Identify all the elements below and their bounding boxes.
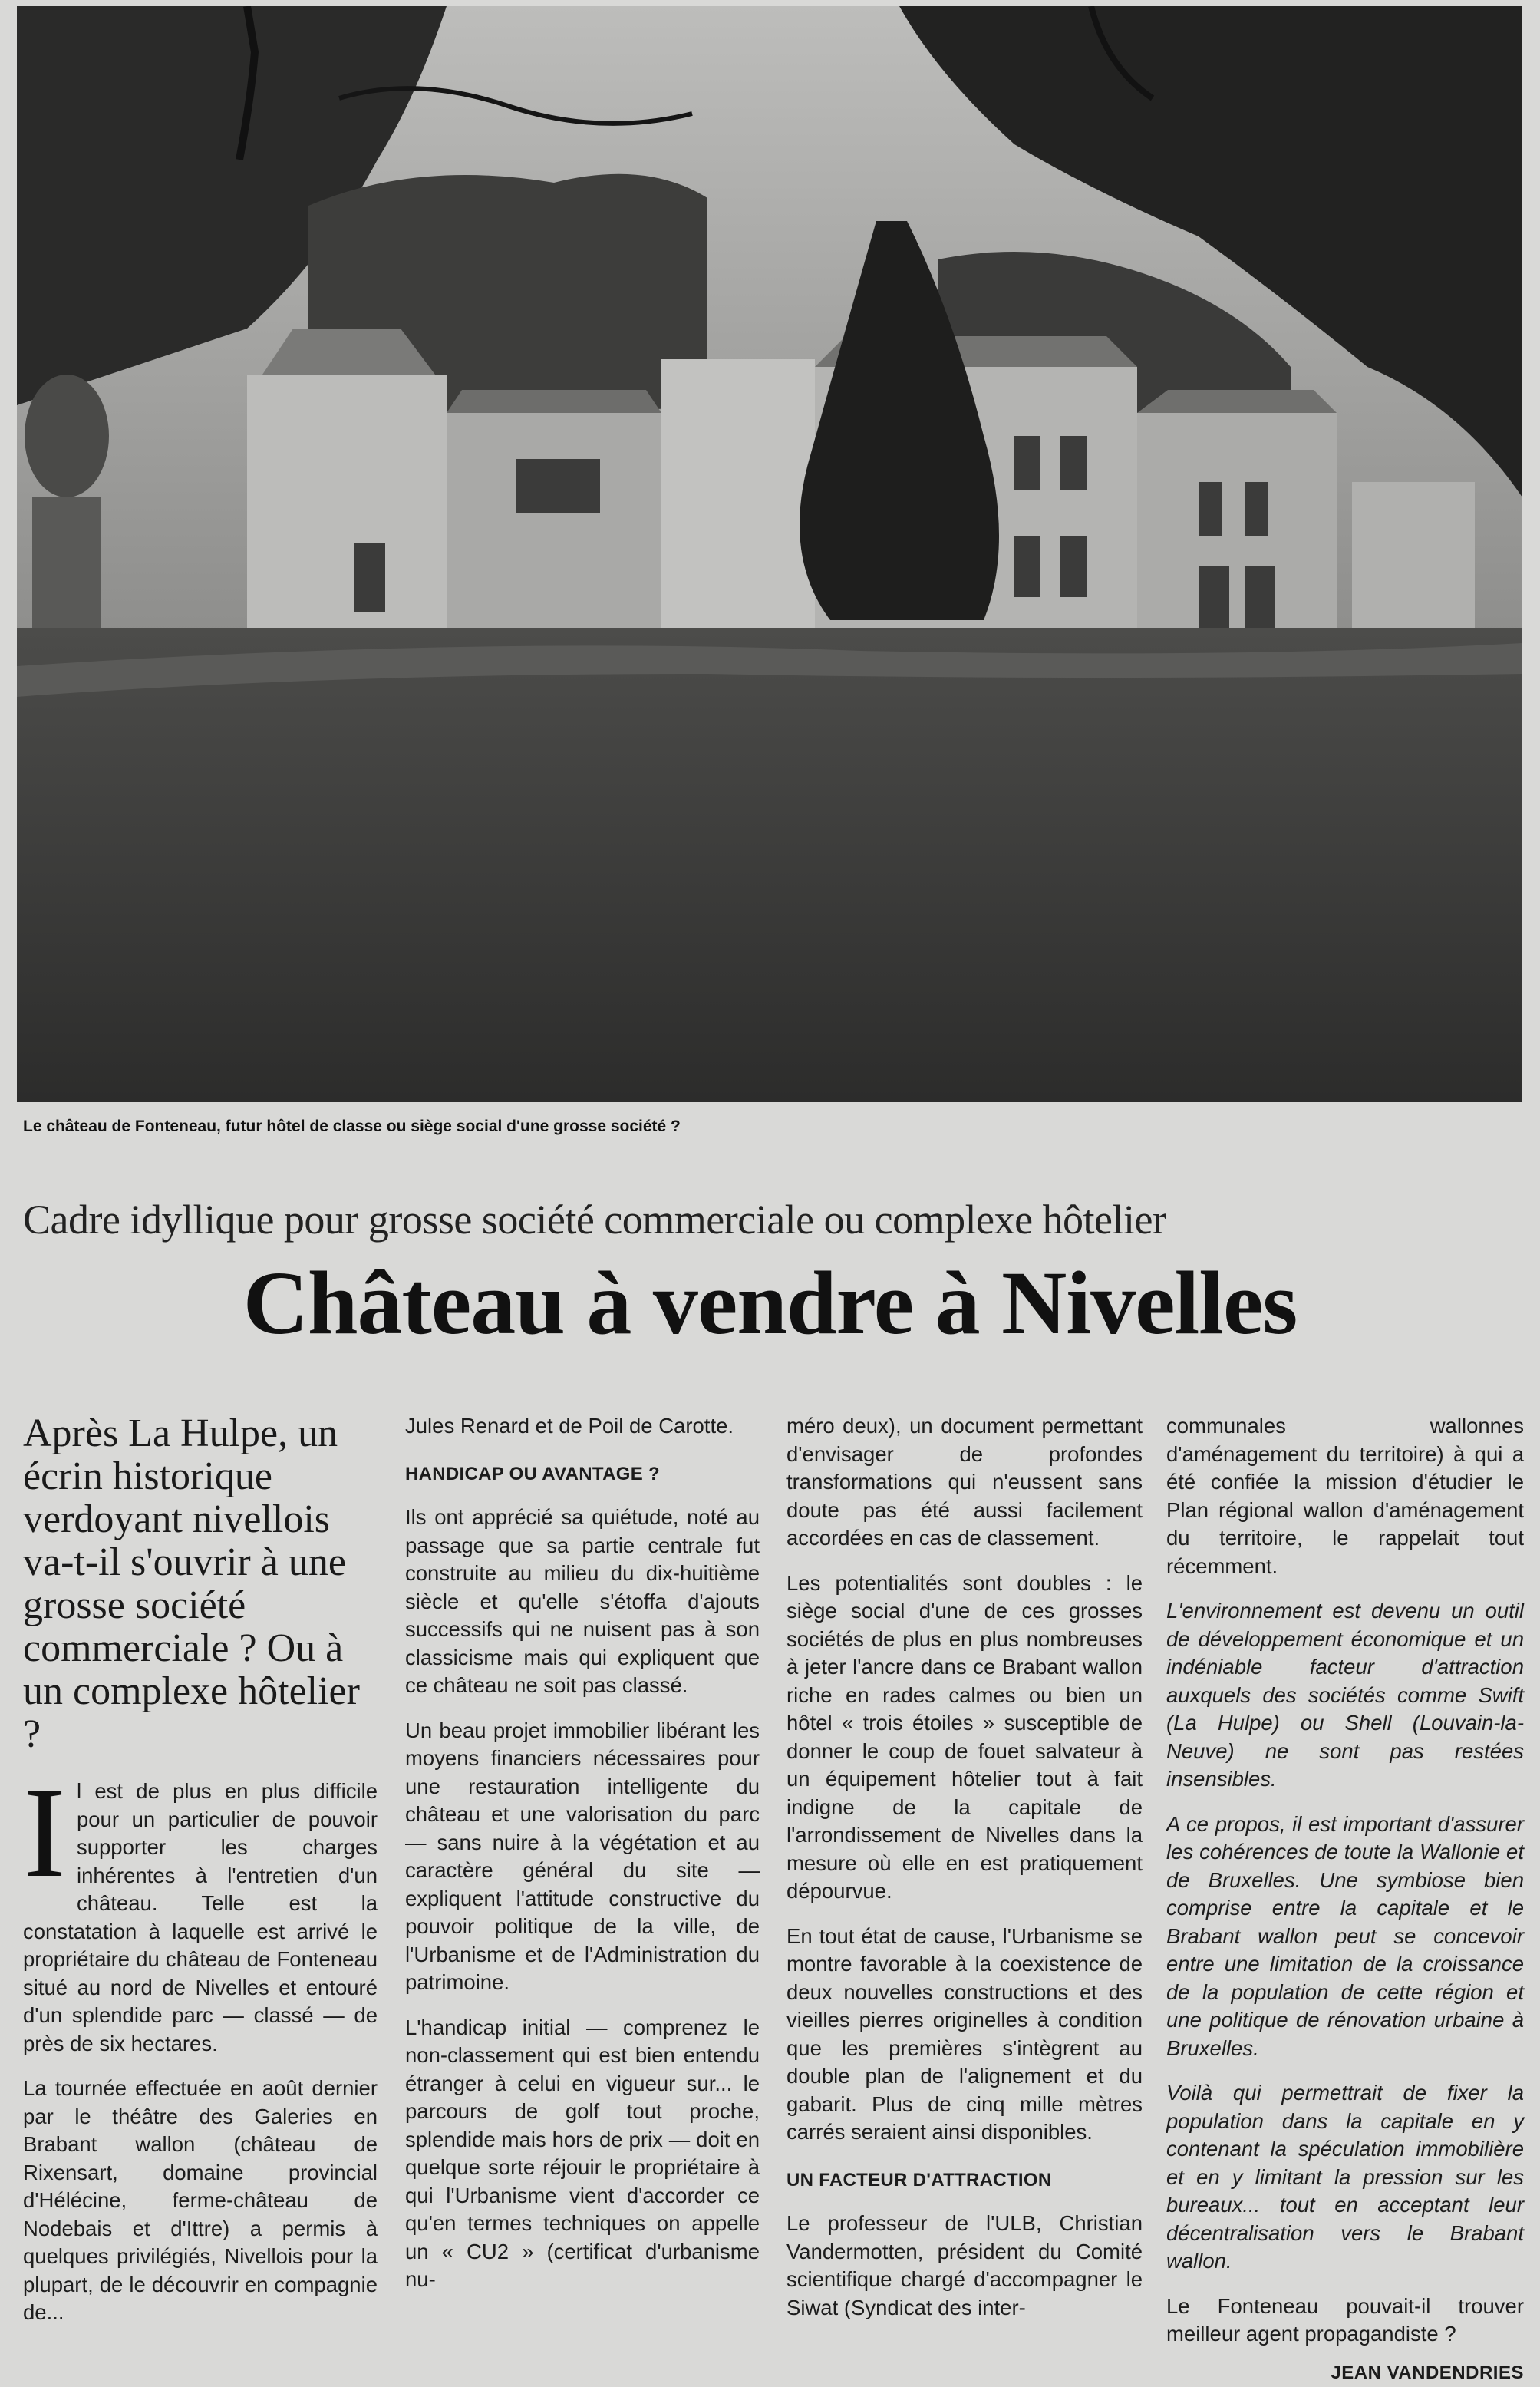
article-paragraph: Le professeur de l'ULB, Christian Vandermotten, président du Comité scientifique chargé d'accompagner le Siwat (Syndicat des inter- bbox=[786, 2210, 1143, 2322]
author-signature: JEAN VANDENDRIES bbox=[1166, 2359, 1524, 2387]
article-paragraph: méro deux), un document permettant d'envisager de profondes transformations qui n'eussent sans doute pas été aussi facilement accordées en cas de classement. bbox=[786, 1412, 1143, 1553]
article-headline: Château à vendre à Nivelles bbox=[0, 1251, 1540, 1355]
article-paragraph: Jules Renard et de Poil de Carotte. bbox=[405, 1412, 760, 1441]
article-paragraph: L'environnement est devenu un outil de développement économique et un indéniable facteur d'attraction auxquels des sociétés comme Swift (La Hulpe) ou Shell (Louvain-la-Neuve) ne sont pas restées insensibles. bbox=[1166, 1597, 1524, 1794]
article-kicker: Cadre idyllique pour grosse société commerciale ou complexe hôtelier bbox=[23, 1196, 1519, 1243]
chateau-photo bbox=[17, 6, 1522, 1102]
article-column-3 bbox=[786, 1412, 1143, 2339]
chateau-photo-icon bbox=[17, 6, 1522, 1102]
article-paragraph: Il est de plus en plus difficile pour un particulier de pouvoir supporter les charges inhérentes à l'entretien d'un château. Telle est la constatation à laquelle est arrivé le propriétaire du château de Fonteneau situé au nord de Nivelles et entouré d'un splendide parc — classé — de près de six hectares. bbox=[23, 1778, 378, 2058]
article-paragraph: Voilà qui permettrait de fixer la population dans la capitale en y contenant la spéculation immobilière et en y limitant la pression sur les bureaux... tout en acceptant leur décentralisation vers le Brabant wallon. bbox=[1166, 2079, 1524, 2276]
drop-cap: I bbox=[23, 1781, 66, 1893]
article-lead: Après La Hulpe, un écrin historique verdoyant nivellois va-t-il s'ouvrir à une grosse société commerciale ? Ou à un complexe hôtelier ? bbox=[23, 1412, 378, 1756]
section-subhead: UN FACTEUR D'ATTRACTION bbox=[786, 2167, 1143, 2195]
section-subhead: HANDICAP OU AVANTAGE ? bbox=[405, 1461, 760, 1489]
article-paragraph: La tournée effectuée en août dernier par le théâtre des Galeries en Brabant wallon (château de Rixensart, domaine provincial d'Hélécine, ferme-château de Nodebais et d'Ittre) a permis à quelques privilégiés, Nivellois pour la plupart, de le découvrir en compagnie de... bbox=[23, 2075, 378, 2327]
article-column-4 bbox=[1166, 1412, 1524, 2387]
article-paragraph: En tout état de cause, l'Urbanisme se montre favorable à la coexistence de deux nouvelles constructions et des vieilles pierres originelles à condition que les premières s'intègrent au double plan de l'alignement et du gabarit. Plus de cinq mille mètres carrés seraient ainsi disponibles. bbox=[786, 1923, 1143, 2147]
article-paragraph: Le Fonteneau pouvait-il trouver meilleur agent propagandiste ? bbox=[1166, 2293, 1524, 2349]
article-paragraph: L'handicap initial — comprenez le non-classement qui est bien entendu étranger à celui en vigueur sur... le parcours de golf tout proche, splendide mais hors de prix — doit en quelque sorte réjouir le propriétaire à qui l'Urbanisme vient d'accorder ce qu'en termes techniques on appelle un « CU2 » (certificat d'urbanisme nu- bbox=[405, 2014, 760, 2294]
photo-caption: Le château de Fonteneau, futur hôtel de classe ou siège social d'une grosse société ? bbox=[23, 1118, 1512, 1136]
article-paragraph: Ils ont apprécié sa quiétude, noté au passage que sa partie centrale fut construite au milieu du dix-huitième siècle et qu'elle s'étoffa d'ajouts successifs qui ne nuisent pas à son classicisme mais qui expliquent que ce château ne soit pas classé. bbox=[405, 1504, 760, 1700]
article-column-2 bbox=[405, 1412, 760, 2311]
article-paragraph: communales wallonnes d'aménagement du territoire) à qui a été confiée la mission d'étudier le Plan régional wallon d'aménagement du territoire, le rappelait tout récemment. bbox=[1166, 1412, 1524, 1580]
article-column-1 bbox=[23, 1412, 378, 2344]
article-paragraph: Un beau projet immobilier libérant les moyens financiers nécessaires pour une restauration intelligente du château et une valorisation du parc — sans nuire à la végétation et au caractère général du site — expliquent l'attitude constructive du pouvoir politique de la ville, de l'Urbanisme et de l'Administration du patrimoine. bbox=[405, 1717, 760, 1997]
article-paragraph: Les potentialités sont doubles : le siège social d'une de ces grosses sociétés de plus en plus nombreuses à jeter l'ancre dans ce Brabant wallon riche en rades calmes ou bien un hôtel « trois étoiles » susceptible de donner le coup de fouet salvateur à un équipement hôtelier tout à fait indigne de la capitale de l'arrondissement de Nivelles dans la mesure où elle en est pratiquement dépourvue. bbox=[786, 1570, 1143, 1906]
article-paragraph: A ce propos, il est important d'assurer les cohérences de toute la Wallonie et de Bruxelles. Une symbiose bien comprise entre la capitale et le Brabant wallon peut se concevoir entre une limitation de la croissance de la population de cette région et une politique de rénovation urbaine à Bruxelles. bbox=[1166, 1811, 1524, 2063]
